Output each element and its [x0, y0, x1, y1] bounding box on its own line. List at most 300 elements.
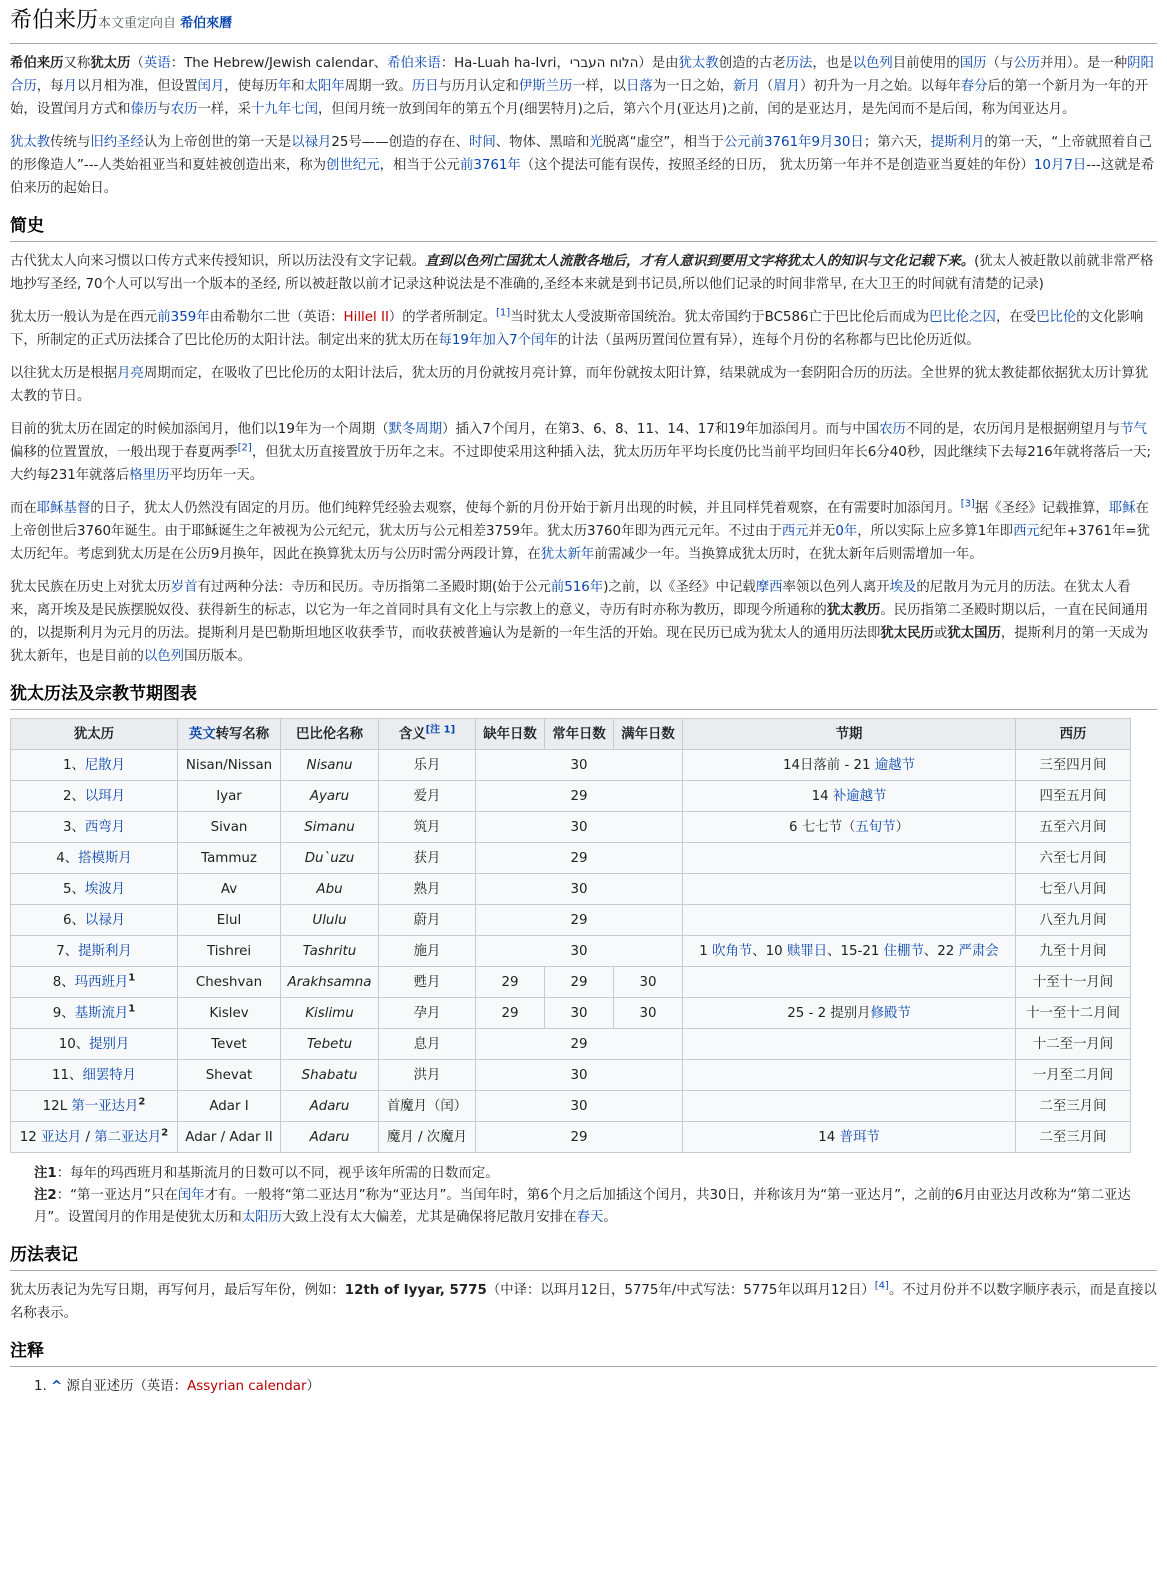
month-number: 8、: [52, 974, 75, 990]
link-leap-year[interactable]: 闰年: [177, 1188, 205, 1203]
babylonian-cell: [281, 874, 379, 905]
month-link[interactable]: 以珥月: [84, 788, 126, 804]
month-link[interactable]: 尼散月: [84, 757, 126, 773]
text: 犹太历表记为先写日期，再写何月，最后写年份，例如：: [10, 1283, 345, 1298]
month-cell: [11, 874, 178, 905]
month-cell: [11, 998, 178, 1029]
col-header-festivals: 节期: [683, 719, 1016, 750]
history-paragraph-5: [10, 497, 1157, 566]
meaning-cell: 孕月: [379, 998, 476, 1029]
title-text: 希伯来历: [10, 8, 99, 33]
header-text: 转写名称: [215, 726, 270, 742]
redirect-link[interactable]: 希伯來曆: [180, 16, 233, 31]
festival-cell: [683, 812, 1016, 843]
link-new-year[interactable]: 岁首: [170, 580, 198, 595]
translit-cell: Av: [178, 874, 281, 905]
text: )之前，以《圣经》中记载: [603, 580, 756, 595]
text: 与历月认定和: [438, 79, 519, 94]
note-marker: 2: [138, 1096, 146, 1108]
text: (犹太人被赶散以前就非常严格地抄写圣经, 70个人可以写出一个版本的圣经, 所以被赶散以前才记录这种说法是不准确的,圣经本来就是到书记员,所以他们记录的时间非常早, 在大卫王的时间就有清楚的记录): [10, 254, 1154, 292]
table-row: [11, 843, 1131, 874]
table-row: [11, 812, 1131, 843]
gregorian-cell: 十一至十二月间: [1016, 998, 1131, 1029]
text: 目前的犹太历在固定的时候加添闰月，他们以19年为一个周期（: [10, 422, 389, 437]
link-egypt[interactable]: 埃及: [889, 580, 917, 595]
history-paragraph-3: [10, 362, 1157, 408]
meaning-cell: 洪月: [379, 1060, 476, 1091]
month-number: 6、: [62, 912, 85, 928]
text: ，也是: [812, 56, 853, 71]
history-paragraph-4: [10, 418, 1157, 487]
month-cell: [11, 781, 178, 812]
link-islamic-calendar[interactable]: 伊斯兰历: [518, 79, 573, 94]
festival-link[interactable]: 严肃会: [958, 943, 999, 959]
month-link[interactable]: 第一亚达月: [71, 1098, 139, 1114]
gregorian-cell: 五至六月间: [1016, 812, 1131, 843]
festival-cell: [683, 843, 1016, 874]
month-number: 4、: [56, 850, 79, 866]
link-dai-calendar[interactable]: 傣历: [130, 102, 158, 117]
calendar-table: [10, 718, 1131, 1153]
table-row: [11, 1029, 1131, 1060]
babylonian-cell: [281, 750, 379, 781]
meaning-cell: 筑月: [379, 812, 476, 843]
month-link[interactable]: 以禄月: [84, 912, 126, 928]
text: （与: [986, 56, 1014, 71]
translit-cell: Elul: [178, 905, 281, 936]
link-old-testament[interactable]: 旧约圣经: [90, 135, 144, 150]
note-marker: 1: [128, 972, 136, 984]
link-english[interactable]: 英语: [143, 56, 171, 71]
note-2: [34, 1185, 1157, 1229]
month-number: 12L: [42, 1098, 72, 1114]
text: ）插入7个闰月，在第3、6、8、11、14、17和19年加添闰月。而与中国: [442, 422, 880, 437]
text: 而在: [10, 501, 37, 516]
link-calendar-day[interactable]: 历日: [411, 79, 439, 94]
translit-cell: Sivan: [178, 812, 281, 843]
text: 。不过月份并不以数字顺序表示，而是直接以名称表示。: [10, 1283, 1157, 1321]
text: 后的第一个新月为一年的开始，设置闰月方式和: [10, 79, 1149, 117]
redirect-note: [98, 16, 232, 31]
month-number: 10、: [58, 1036, 90, 1052]
link-assyrian-calendar[interactable]: Assyrian calendar: [187, 1379, 307, 1394]
festival-link[interactable]: 逾越节: [874, 757, 916, 773]
example-date: 12th of Iyyar, 5775: [344, 1283, 487, 1298]
link-hebrew[interactable]: 希伯来语: [387, 56, 441, 71]
table-row: [11, 998, 1131, 1029]
text: 认为上帝创世的第一天是: [143, 135, 292, 150]
text: 国历版本。: [184, 649, 252, 664]
text: 25号——创造的存在、: [331, 135, 469, 150]
month-link[interactable]: 西弯月: [84, 819, 126, 835]
month-cell: [11, 1029, 178, 1060]
link-oct7[interactable]: 10月7日: [1033, 158, 1087, 173]
table-notes: [10, 1163, 1157, 1229]
babylonian-cell: [281, 905, 379, 936]
link-spring[interactable]: 春天: [576, 1210, 604, 1225]
month-cell: [11, 967, 178, 998]
meaning-cell: 息月: [379, 1029, 476, 1060]
month-number: 5、: [62, 881, 85, 897]
text: 的日子，犹太人仍然没有固定的月历。他们纯粹凭经验去观察，使每个新的月份开始于新月出现的时候，并且同样凭着观察，在有需要时加添闰月。: [90, 501, 961, 516]
citation-4[interactable]: [4]: [874, 1280, 889, 1292]
days-cell: 30: [476, 1091, 683, 1122]
link-time[interactable]: 时间: [468, 135, 496, 150]
festival-link[interactable]: 赎罪日: [786, 943, 828, 959]
citation-1[interactable]: [1]: [496, 307, 511, 319]
babylonian-name: Arakhsamna: [287, 974, 372, 990]
meaning-cell: 首魔月（闰）: [379, 1091, 476, 1122]
link-israel[interactable]: 以色列: [143, 649, 185, 664]
text: （: [130, 56, 144, 71]
festival-link[interactable]: 修殿节: [870, 1005, 911, 1021]
festival-link[interactable]: 吹角节: [712, 943, 753, 959]
meaning-cell: 甦月: [379, 967, 476, 998]
text: 周期一致。: [344, 79, 412, 94]
table-row: [11, 967, 1131, 998]
festival-link[interactable]: 住棚节: [883, 943, 924, 959]
translit-cell: Shevat: [178, 1060, 281, 1091]
month-cell: [11, 843, 178, 874]
bold-term: 犹太国历: [947, 626, 1001, 641]
festival-text: 14: [818, 1129, 840, 1145]
text: 目前使用的: [892, 56, 960, 71]
text: （这个提法可能有误传，按照圣经的日历， 犹太历第一年并不是创造亚当夏娃的年份）: [520, 158, 1034, 173]
link-3761bc[interactable]: 前3761年: [459, 158, 521, 173]
link-creation-era[interactable]: 创世纪元: [326, 158, 380, 173]
translit-cell: Iyar: [178, 781, 281, 812]
section-heading-history: 简史: [10, 214, 1157, 242]
days-cell: 30: [476, 936, 683, 967]
section-heading-table: 犹太历法及宗教节期图表: [10, 682, 1157, 710]
link-babylon[interactable]: 巴比伦: [1036, 310, 1077, 325]
translit-cell: Cheshvan: [178, 967, 281, 998]
month-cell: [11, 1091, 178, 1122]
month-link[interactable]: 基斯流月: [74, 1005, 129, 1021]
meaning-cell: 蔚月: [379, 905, 476, 936]
col-header-deficient: 缺年日数: [476, 719, 545, 750]
link-tishrei[interactable]: 提斯利月: [930, 135, 985, 150]
month-number: 1、: [62, 757, 85, 773]
reference-item: [34, 1375, 1157, 1398]
redirect-prefix: 本文重定向自: [98, 16, 177, 31]
text: （中译：以珥月12日，5775年/中式写法：5775年以珥月12日）: [486, 1283, 875, 1298]
babylonian-name: Adaru: [309, 1098, 350, 1114]
note-text: 。: [603, 1210, 617, 1225]
days-cell: 29: [476, 843, 683, 874]
festival-text: 25 - 2 提别月: [787, 1005, 871, 1021]
text: ---这就是希伯来历的起始日。: [10, 158, 1155, 196]
note-marker: 2: [161, 1127, 169, 1139]
babylonian-name: Tashritu: [302, 943, 357, 959]
text: ，但犹太历直接置放于历年之末。不过即使采用这种插入法，犹太历历年平均长度仍比当前平均回归年长6分40秒，因此继续下去每216年就将落后一天; 大约每231年就落后: [10, 445, 1152, 483]
text: ：Ha-Luah ha-Ivri，הלוח העברי: [440, 56, 639, 71]
link-solar-term[interactable]: 节气: [1120, 422, 1147, 437]
text: 的文化影响下，所制定的正式历法揉合了巴比伦历的太阳计法。制定出来的犹太历在: [10, 310, 1144, 348]
month-link[interactable]: 细罢特月: [82, 1067, 136, 1083]
link-crescent[interactable]: 眉月: [773, 79, 801, 94]
page-title: [10, 6, 1157, 44]
table-row: [11, 905, 1131, 936]
link-month[interactable]: 月: [63, 79, 77, 94]
note-text: ：每年的玛西班月和基斯流月的日数可以不同，视乎该年所需的日数而定。: [56, 1166, 499, 1181]
festival-cell: [683, 874, 1016, 905]
section-heading-notes: 注释: [10, 1339, 1157, 1367]
note-ref[interactable]: [注 1]: [425, 724, 456, 736]
days-cell: 29: [476, 781, 683, 812]
translit-cell: Tevet: [178, 1029, 281, 1060]
gregorian-cell: 一月至二月间: [1016, 1060, 1131, 1091]
note-1: [34, 1163, 1157, 1185]
festival-cell: [683, 998, 1016, 1029]
text: ，相当于公元: [379, 158, 460, 173]
intro-paragraph-2: [10, 131, 1157, 200]
link-jesus-christ[interactable]: 耶稣基督: [36, 501, 91, 516]
section-heading-notation: 历法表记: [10, 1243, 1157, 1271]
translit-cell: Nisan/Nissan: [178, 750, 281, 781]
link-ad[interactable]: 西元: [1013, 524, 1040, 539]
text: ，提斯利月的第一天成为犹太新年，也是目前的: [10, 626, 1149, 664]
month-link[interactable]: 提斯利月: [78, 943, 132, 959]
festival-cell: [683, 1060, 1016, 1091]
gregorian-cell: 二至三月间: [1016, 1091, 1131, 1122]
text: 偏移的位置置放，一般出现于春夏两季: [10, 445, 238, 460]
festival-text: 14日落前 - 21: [782, 757, 875, 773]
table-row: [11, 781, 1131, 812]
text: 纪年+3761年=犹太历纪年。考虑到犹太历是在公历9月换年，因此在换算犹太历与公历时需分两段计算，在: [10, 524, 1150, 562]
ref-number: 1.: [34, 1379, 47, 1394]
link-national-calendar[interactable]: 国历: [959, 56, 987, 71]
babylonian-name: Shabatu: [301, 1067, 358, 1083]
festival-cell: [683, 1091, 1016, 1122]
days-complete: 30: [614, 998, 683, 1029]
festival-cell: [683, 905, 1016, 936]
header-text: 含义: [398, 726, 426, 742]
link-moses[interactable]: 摩西: [755, 580, 783, 595]
text: 创造的古老: [718, 56, 786, 71]
link-solar-calendar[interactable]: 太阳历: [241, 1210, 282, 1225]
month-number: 11、: [52, 1067, 83, 1083]
festival-text: 、15-21: [827, 943, 884, 959]
month-cell: [11, 936, 178, 967]
festival-link[interactable]: 补逾越节: [832, 788, 887, 804]
link-judaism[interactable]: 犹太教: [10, 135, 51, 150]
gregorian-cell: 三至四月间: [1016, 750, 1131, 781]
link-jesus[interactable]: 耶稣: [1108, 501, 1136, 516]
meaning-cell: 熟月: [379, 874, 476, 905]
note-label: 注1: [34, 1166, 57, 1181]
link-metonic[interactable]: 十九年七闰: [251, 102, 318, 117]
month-link[interactable]: 提别月: [89, 1036, 130, 1052]
meaning-cell: 魔月 / 次魔月: [379, 1122, 476, 1153]
babylonian-name: Nisanu: [306, 757, 353, 773]
text: 不同的是，农历闰月是根据朔望月与: [905, 422, 1121, 437]
bold-term: 希伯来历: [10, 56, 64, 71]
table-header-row: [11, 719, 1131, 750]
babylonian-name: Du`uzu: [304, 850, 355, 866]
link-year-zero[interactable]: 0年: [835, 524, 858, 539]
babylonian-cell: [281, 781, 379, 812]
link-equinox[interactable]: 春分: [960, 79, 988, 94]
festival-text: ）: [895, 819, 909, 835]
bold-term: 犹太教历: [826, 603, 881, 618]
text: ，使每历: [224, 79, 278, 94]
link-chinese-calendar[interactable]: 农历: [170, 102, 198, 117]
text: 脱离“虚空”，相当于: [602, 135, 724, 150]
babylonian-cell: [281, 967, 379, 998]
text: 犹太民族在历史上对犹太历: [10, 580, 171, 595]
text: 率领以色列人离开: [782, 580, 890, 595]
link-solar-year[interactable]: 太阳年: [304, 79, 345, 94]
link-calendar[interactable]: 历法: [785, 56, 813, 71]
link-gregorian[interactable]: 格里历: [129, 468, 170, 483]
festival-text: 、10: [752, 943, 787, 959]
ref-text: ）: [306, 1379, 320, 1394]
meaning-cell: 施月: [379, 936, 476, 967]
link-lunisolar[interactable]: 阴阳合历: [10, 56, 1154, 94]
festival-text: 1: [699, 943, 713, 959]
days-regular: 30: [545, 998, 614, 1029]
bold-term: 犹太民历: [880, 626, 934, 641]
link-israel[interactable]: 以色列: [852, 56, 893, 71]
gregorian-cell: 九至十月间: [1016, 936, 1131, 967]
link-english[interactable]: 英文: [188, 726, 216, 742]
month-cell: [11, 1060, 178, 1091]
link-hillel-ii[interactable]: Hillel II: [343, 310, 389, 325]
babylonian-cell: [281, 812, 379, 843]
text: ，在受: [995, 310, 1037, 325]
text: 由希勒尔二世（英语：: [209, 310, 344, 325]
gregorian-cell: 八至九月间: [1016, 905, 1131, 936]
text: 犹太历一般认为是在西元: [10, 310, 158, 325]
days-cell: 30: [476, 1060, 683, 1091]
month-link[interactable]: 亚达月: [41, 1129, 82, 1145]
translit-cell: Tishrei: [178, 936, 281, 967]
month-link[interactable]: 玛西班月: [74, 974, 129, 990]
month-link[interactable]: 搭模斯月: [78, 850, 132, 866]
text: 周期而定，在吸收了巴比伦历的太阳计法后，犹太历的月份就按月亮计算，而年份就按太阳计算，结果就成为一套阴阳合历的历法。全世界的犹太教徒都依据犹太历计算犹太教的节日。: [10, 366, 1149, 404]
notation-paragraph: [10, 1279, 1157, 1325]
citation-3[interactable]: [3]: [960, 498, 975, 510]
gregorian-cell: 十至十一月间: [1016, 967, 1131, 998]
gregorian-cell: 四至五月间: [1016, 781, 1131, 812]
col-header-jewish: 犹太历: [11, 719, 178, 750]
link-leap-month[interactable]: 闰月: [197, 79, 225, 94]
festival-link[interactable]: 普珥节: [839, 1129, 880, 1145]
ref-backlink[interactable]: ^: [51, 1379, 63, 1394]
link-babylonian-captivity[interactable]: 巴比伦之囚: [929, 310, 996, 325]
days-deficient: 29: [476, 967, 545, 998]
col-header-gregorian: 西历: [1016, 719, 1131, 750]
link-359bc[interactable]: 前359年: [157, 310, 210, 325]
link-chinese-calendar[interactable]: 农历: [879, 422, 906, 437]
babylonian-name: Kislimu: [305, 1005, 354, 1021]
month-cell: [11, 905, 178, 936]
link-judaism[interactable]: 犹太教: [678, 56, 719, 71]
festival-text: 6 七七节（: [789, 819, 856, 835]
festival-cell: [683, 1029, 1016, 1060]
text: 。民历指第二圣殿时期以后，一直在民间通用的，以提斯利月为元月的历法。提斯利月是巴勒斯坦地区收获季节，而收获被普遍认为是新的一年生活的开始。现在民历已成为犹太人的通用历法即: [10, 603, 1149, 641]
month-number: 3、: [62, 819, 85, 835]
text: ，但闰月统一放到闰年的第五个月(细罢特月)之后，第六个月(亚达月)之前，闰的是亚达月，是先闰而不是后闰，称为闰亚达月。: [317, 102, 1076, 117]
table-row: [11, 874, 1131, 905]
col-header-translit: [178, 719, 281, 750]
link-year[interactable]: 年: [277, 79, 292, 94]
link-new-moon[interactable]: 新月: [733, 79, 760, 94]
text: 并用）。是一种: [1040, 56, 1128, 71]
babylonian-cell: [281, 998, 379, 1029]
link-light[interactable]: 光: [589, 135, 603, 150]
text: 、物体、黑暗和: [495, 135, 590, 150]
link-sunset[interactable]: 日落: [625, 79, 653, 94]
text: ）初升为一月之始。以每年: [800, 79, 961, 94]
link-gregorian[interactable]: 公历: [1013, 56, 1041, 71]
gregorian-cell: 七至八月间: [1016, 874, 1131, 905]
meaning-cell: 乐月: [379, 750, 476, 781]
month-link[interactable]: 埃波月: [84, 881, 126, 897]
festival-cell: [683, 750, 1016, 781]
text: 有过两种分法：寺历和民历。寺历指第二圣殿时期(始于公元: [197, 580, 551, 595]
month-number: 7、: [56, 943, 79, 959]
intro-paragraph-1: [10, 52, 1157, 121]
link-ad[interactable]: 西元: [781, 524, 809, 539]
month-cell: [11, 750, 178, 781]
days-cell: 30: [476, 750, 683, 781]
babylonian-cell: [281, 1029, 379, 1060]
ref-text: 源自亚述历（英语：: [62, 1379, 188, 1394]
festival-cell: [683, 781, 1016, 812]
citation-2[interactable]: [2]: [237, 442, 252, 454]
month-cell: [11, 812, 178, 843]
link-metonic-cycle[interactable]: 默冬周期: [388, 422, 443, 437]
meaning-cell: 获月: [379, 843, 476, 874]
history-paragraph-1: [10, 250, 1157, 296]
days-deficient: 29: [476, 998, 545, 1029]
babylonian-cell: [281, 936, 379, 967]
link-elul[interactable]: 以禄月: [291, 135, 332, 150]
translit-cell: Adar I: [178, 1091, 281, 1122]
link-rosh-hashanah[interactable]: 犹太新年: [540, 547, 595, 562]
month-link[interactable]: 第二亚达月: [94, 1129, 162, 1145]
col-header-babylonian: 巴比伦名称: [281, 719, 379, 750]
note-marker: 1: [128, 1003, 136, 1015]
link-date[interactable]: 公元前3761年9月30日: [723, 135, 864, 150]
babylonian-name: Adaru: [309, 1129, 350, 1145]
festival-cell: [683, 1122, 1016, 1153]
text: 当时犹太人受波斯帝国统治。犹太帝国约于BC586亡于巴比伦后而成为: [510, 310, 929, 325]
history-paragraph-2: [10, 306, 1157, 352]
col-header-regular: 常年日数: [545, 719, 614, 750]
text: ；第六天，: [863, 135, 931, 150]
text: 的第一天，“上帝就照着自己的形像造人”---人类始祖亚当和夏娃被创造出来，称为: [10, 135, 1152, 173]
text: （: [759, 79, 774, 94]
table-row: [11, 1060, 1131, 1091]
link-516bc[interactable]: 前516年: [550, 580, 604, 595]
festival-link[interactable]: 五旬节: [855, 819, 896, 835]
link-19-year-cycle[interactable]: 每19年加入7个闰年: [438, 333, 558, 348]
text: 前需减少一年。当换算成犹太历时，在犹太新年后则需增加一年。: [594, 547, 983, 562]
text: 平均历年一天。: [169, 468, 264, 483]
festival-cell: [683, 967, 1016, 998]
gregorian-cell: 十二至一月间: [1016, 1029, 1131, 1060]
text: 和: [291, 79, 305, 94]
month-number: 2、: [62, 788, 85, 804]
days-cell: 30: [476, 874, 683, 905]
text: ）是由: [638, 56, 679, 71]
note-text: 才有。一般将“第二亚达月”称为“亚达月”。当闰年时，第6个月之后加插这个闰月，共30日，并称该月为“第一亚达月”，之前的6月由亚达月改称为“第二亚达月”。设置闰月的作用是使犹太历和: [34, 1188, 1131, 1225]
link-moon[interactable]: 月亮: [117, 366, 144, 381]
days-cell: 29: [476, 1029, 683, 1060]
